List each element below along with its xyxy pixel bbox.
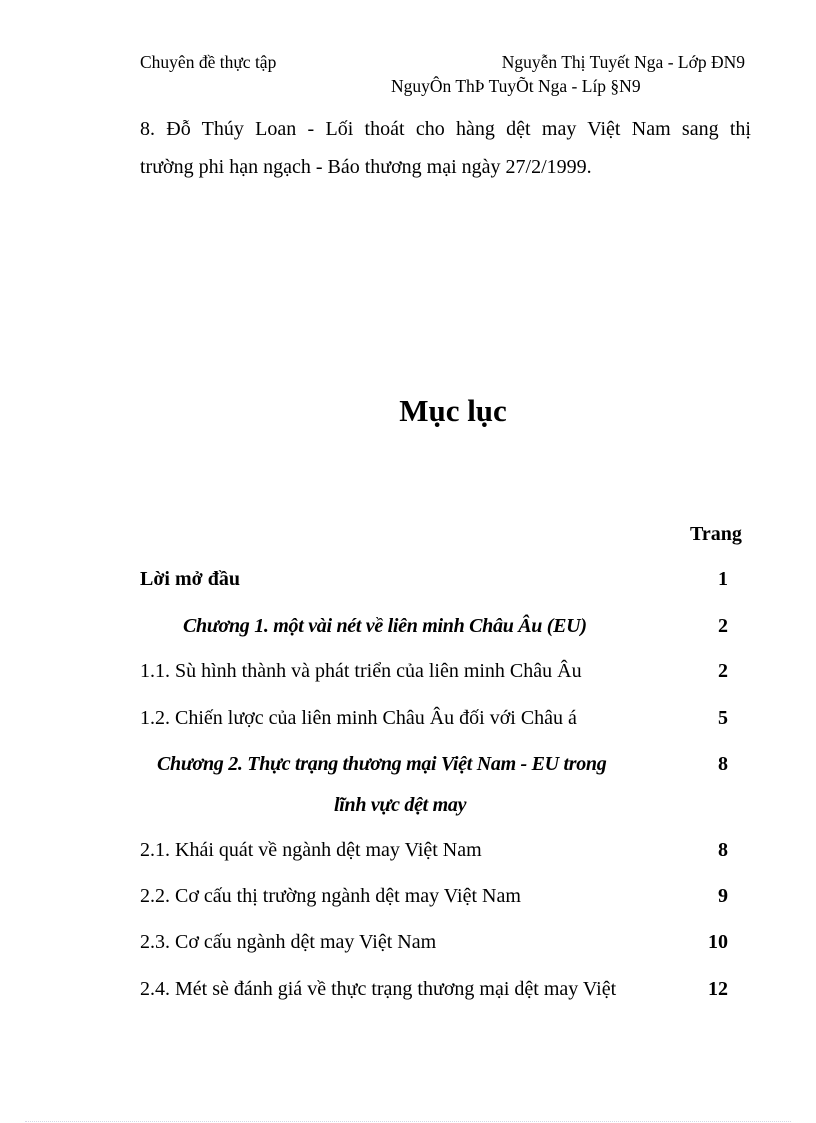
reference-line-1: 8. Đỗ Thúy Loan - Lối thoát cho hàng dệt may Việt Nam sang thị [140, 118, 751, 140]
toc-entry-text: 1.1. Sù hình thành và phát triển của liên minh Châu Âu [140, 660, 582, 682]
toc-entry-page: 12 [708, 978, 728, 1000]
header-author-class: Nguyễn Thị Tuyết Nga - Lớp ĐN9 [501, 52, 745, 72]
toc-entry-page: 1 [718, 568, 728, 590]
toc-entry-page: 9 [718, 885, 728, 907]
toc-page-column-label: Trang [690, 523, 742, 545]
toc-entry-text: Lời mở đầu [140, 568, 240, 590]
toc-entry-2-2[interactable] [140, 885, 752, 915]
header-author-garbled-encoding: NguyÔn ThÞ TuyÕt Nga - Líp §N9 [391, 76, 641, 96]
toc-entry-chapter-2-continuation: lĩnh vực dệt may [334, 794, 467, 816]
toc-entry-introduction[interactable] [140, 568, 752, 598]
toc-entry-text: Chương 1. một vài nét về liên minh Châu Âu (EU) [183, 615, 587, 637]
toc-entry-page: 8 [718, 839, 728, 861]
toc-entry-page: 2 [718, 615, 728, 637]
toc-entry-chapter-2[interactable] [140, 753, 752, 783]
toc-entry-1-2[interactable] [140, 707, 752, 737]
toc-title: Mục lục [399, 393, 507, 428]
toc-entry-chapter-1[interactable] [140, 615, 752, 645]
toc-entry-text: 2.1. Khái quát về ngành dệt may Việt Nam [140, 839, 482, 861]
toc-entry-text: 2.4. Mét sè đánh giá về thực trạng thương mại dệt may Việt [140, 978, 617, 1000]
toc-entry-1-1[interactable] [140, 660, 752, 690]
toc-entry-2-4[interactable] [140, 978, 752, 1008]
toc-entry-text: 1.2. Chiến lược của liên minh Châu Âu đối với Châu á [140, 707, 577, 729]
toc-entry-page: 2 [718, 660, 728, 682]
reference-line-2: trường phi hạn ngạch - Báo thương mại ngày 27/2/1999. [140, 156, 592, 178]
toc-entry-text: Chương 2. Thực trạng thương mại Việt Nam - EU trong [157, 753, 607, 775]
toc-entry-2-1[interactable] [140, 839, 752, 869]
toc-entry-page: 8 [718, 753, 728, 775]
page-break-divider [25, 1121, 791, 1122]
toc-entry-text: 2.3. Cơ cấu ngành dệt may Việt Nam [140, 931, 437, 953]
toc-entry-page: 10 [708, 931, 728, 953]
reference-item [140, 110, 751, 186]
header-left-title: Chuyên đề thực tập [140, 52, 277, 72]
toc-entry-page: 5 [718, 707, 728, 729]
toc-entry-2-3[interactable] [140, 931, 752, 961]
toc-entry-text: 2.2. Cơ cấu thị trường ngành dệt may Việt Nam [140, 885, 521, 907]
